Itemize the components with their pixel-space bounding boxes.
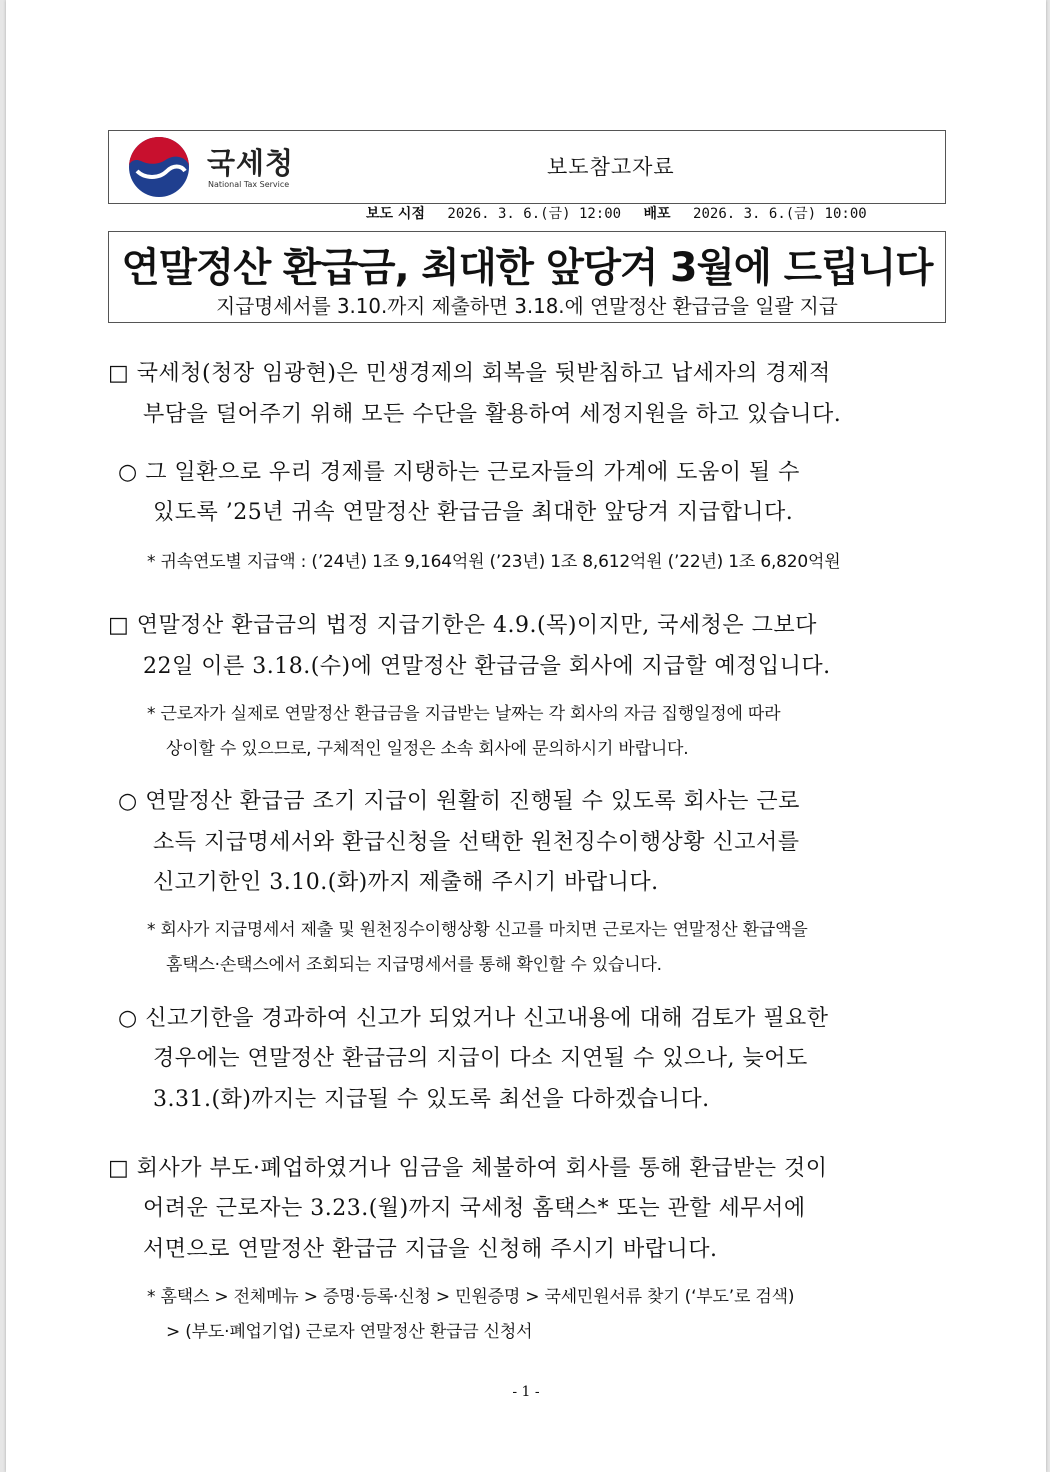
distribute-label: 배포 <box>643 206 671 222</box>
note-1: * 귀속연도별 지급액 : (’24년) 1조 9,164억원 (’23년) 1조 8,612억원 (’22년) 1조 6,820억원 <box>147 552 841 572</box>
logo-korean-text: 국세청 <box>207 146 295 180</box>
p5-line2: 경우에는 연말정산 환급금의 지급이 다소 지연될 수 있으나, 늦어도 <box>153 1046 808 1071</box>
logo-english-text: National Tax Service <box>208 180 290 189</box>
p1-line1: □ 국세청(청장 임광현)은 민생경제의 회복을 뒷받침하고 납세자의 경제적 <box>108 361 831 386</box>
p6-line3: 서면으로 연말정산 환급금 지급을 신청해 주시기 바랍니다. <box>143 1237 718 1262</box>
p6-line1: □ 회사가 부도·폐업하였거나 임금을 체불하여 회사를 통해 환급받는 것이 <box>108 1156 828 1181</box>
nts-logo <box>119 135 319 199</box>
p6-line2: 어려운 근로자는 3.23.(월)까지 국세청 홈택스* 또는 관할 세무서에 <box>143 1196 806 1221</box>
p3-line1: □ 연말정산 환급금의 법정 지급기한은 4.9.(목)이지만, 국세청은 그보다 <box>108 613 817 638</box>
p3-line2: 22일 이른 3.18.(수)에 연말정산 환급금을 회사에 지급할 예정입니다. <box>143 654 831 679</box>
p4-line1: ○ 연말정산 환급금 조기 지급이 원활히 진행될 수 있도록 회사는 근로 <box>118 789 800 814</box>
note-2-line2: 상이할 수 있으므로, 구체적인 일정은 소속 회사에 문의하시기 바랍니다. <box>166 739 689 759</box>
note-2-line1: * 근로자가 실제로 연말정산 환급금을 지급받는 날짜는 각 회사의 자금 집행일정에 따라 <box>147 704 781 724</box>
p4-line3: 신고기한인 3.10.(화)까지 제출해 주시기 바랍니다. <box>153 870 659 895</box>
p4-line2: 소득 지급명세서와 환급신청을 선택한 원천징수이행상황 신고서를 <box>153 830 800 855</box>
header-box <box>108 130 946 204</box>
p5-line1: ○ 신고기한을 경과하여 신고가 되었거나 신고내용에 대해 검토가 필요한 <box>118 1006 829 1031</box>
note-3-line1: * 회사가 지급명세서 제출 및 원천징수이행상황 신고를 마치면 근로자는 연말정산 환급액을 <box>147 920 808 940</box>
report-time-label: 보도 시점 <box>366 206 425 222</box>
release-dates <box>366 203 881 223</box>
distribute-value: 2026. 3. 6.(금) 10:00 <box>693 206 867 222</box>
p2-line1: ○ 그 일환으로 우리 경제를 지탱하는 근로자들의 가계에 도움이 될 수 <box>118 460 800 485</box>
page-title: 연말정산 환급금, 최대한 앞당겨 3월에 드립니다 <box>121 245 933 291</box>
document-page <box>6 0 1046 1472</box>
page-subtitle: 지급명세서를 3.10.까지 제출하면 3.18.에 연말정산 환급금을 일괄 지급 <box>216 294 838 318</box>
note-4-line1: * 홈택스 > 전체메뉴 > 증명·등록·신청 > 민원증명 > 국세민원서류 찾기 (‘부도’로 검색) <box>147 1287 795 1307</box>
nts-emblem-icon <box>119 135 199 199</box>
report-time-value: 2026. 3. 6.(금) 12:00 <box>447 206 622 222</box>
release-type: 보도참고자료 <box>547 155 675 179</box>
p1-line2: 부담을 덜어주기 위해 모든 수단을 활용하여 세정지원을 하고 있습니다. <box>143 402 842 427</box>
note-3-line2: 홈택스·손택스에서 조회되는 지급명세서를 통해 확인할 수 있습니다. <box>166 955 662 975</box>
p5-line3: 3.31.(화)까지는 지급될 수 있도록 최선을 다하겠습니다. <box>153 1087 710 1112</box>
title-box <box>108 231 946 323</box>
page-number: - 1 - <box>512 1384 540 1400</box>
note-4-line2: > (부도·폐업기업) 근로자 연말정산 환급금 신청서 <box>166 1322 533 1342</box>
p2-line2: 있도록 ’25년 귀속 연말정산 환급금을 최대한 앞당겨 지급합니다. <box>153 500 794 525</box>
